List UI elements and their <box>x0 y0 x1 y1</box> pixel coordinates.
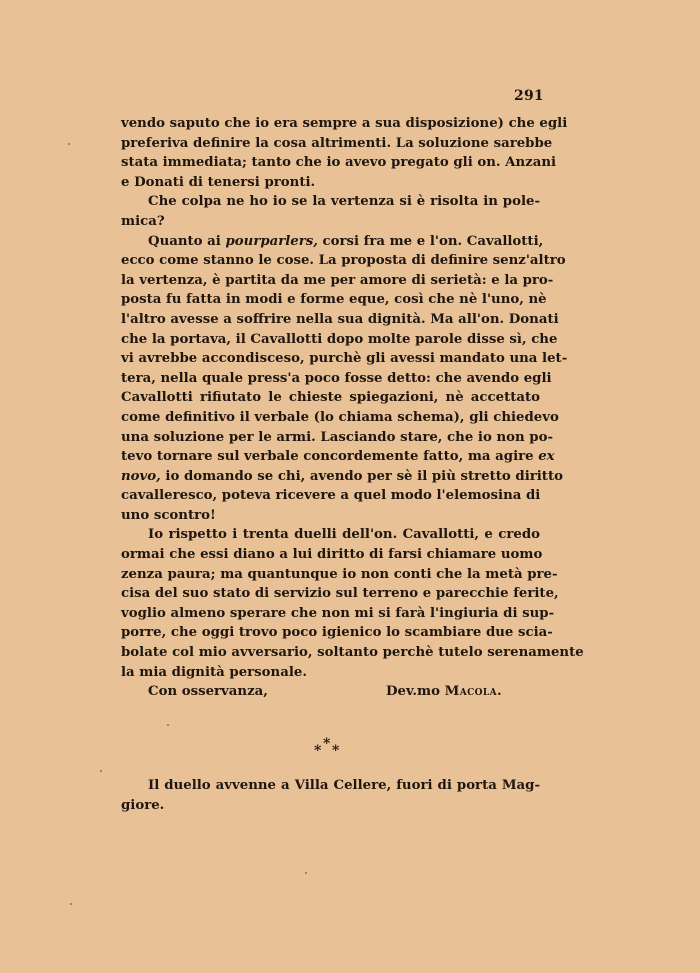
text-line <box>121 506 540 526</box>
text-line <box>121 173 540 193</box>
text-line <box>121 192 540 212</box>
text-segment: Con osservanza, <box>148 684 268 700</box>
text-segment: posta fu fatta in modi e forme eque, così che nè l'uno, nè <box>121 292 547 308</box>
text-line <box>121 134 553 154</box>
text-line <box>121 232 544 252</box>
signature-prefix: Dev.mo <box>386 684 440 699</box>
paper-speck <box>167 724 169 726</box>
text-line <box>121 486 540 506</box>
page-number: 291 <box>514 88 544 104</box>
text-segment: tera, nella quale press'a poco fosse detto: che avendo egli <box>121 370 552 386</box>
text-line <box>121 369 552 389</box>
text-segment: bolate col mio avversario, soltanto perchè tutelo serenamente <box>121 645 584 661</box>
text-segment: cavalleresco, poteva ricevere a quel modo l'elemosina di <box>121 488 541 504</box>
italic-term: ex <box>538 449 555 465</box>
text-line <box>121 776 540 796</box>
italic-term: novo, <box>121 468 161 484</box>
text-segment: vendo saputo che io era sempre a sua disposizione) che egli <box>121 116 568 131</box>
paper-speck <box>70 903 72 905</box>
text-segment: vi avrebbe accondisceso, purchè gli avessi mandato una let- <box>121 351 568 367</box>
text-line <box>121 212 540 232</box>
signature-name: Macola. <box>444 684 503 699</box>
text-segment: uno scontro! <box>121 507 216 523</box>
text-segment: come definitivo il verbale (lo chiama schema), gli chiedevo <box>121 409 559 425</box>
text-line <box>121 114 568 134</box>
text-segment: preferiva definire la cosa altrimenti. La soluzione sarebbe <box>121 135 553 151</box>
text-segment: ecco come stanno le cose. La proposta di definire senz'altro <box>121 253 566 269</box>
text-line <box>121 565 558 585</box>
text-segment: Che colpa ne ho io se la vertenza si è risolta in pole- <box>148 194 540 210</box>
paper-speck <box>68 143 70 145</box>
text-line <box>121 525 540 545</box>
text-line <box>121 271 554 291</box>
text-segment: la vertenza, è partita da me per amore di serietà: e la pro- <box>121 272 554 288</box>
text-line <box>121 796 540 816</box>
text-segment: una soluzione per le armi. Lasciando stare, che io non po- <box>121 429 553 445</box>
asterism-star: * <box>314 743 322 759</box>
letter-body <box>121 114 584 702</box>
text-segment: mica? <box>121 213 165 229</box>
text-segment: porre, che oggi trovo poco igienico lo scambiare due scia- <box>121 625 553 641</box>
text-segment: cisa del suo stato di servizio sul terreno e parecchie ferite, <box>121 586 559 602</box>
text-line <box>121 663 540 683</box>
text-line <box>121 330 558 350</box>
text-segment: Cavallotti rifiutato le chieste spiegazioni, nè accettato <box>121 390 540 406</box>
text-segment: Il duello avvenne a Villa Cellere, fuori di porta Mag- <box>148 778 540 793</box>
text-segment: giore. <box>121 797 165 813</box>
text-segment: io domando se chi, avendo per sè il più stretto diritto <box>160 468 563 484</box>
italic-term: pourparlers, <box>225 233 318 249</box>
asterism-divider <box>314 736 342 760</box>
asterism-star: * <box>323 736 331 752</box>
text-line <box>121 388 540 408</box>
asterism-star: * <box>332 743 340 759</box>
final-paragraph <box>121 776 540 815</box>
text-segment: e Donati di tenersi pronti. <box>121 174 316 190</box>
text-line <box>121 467 563 487</box>
text-line <box>121 604 555 624</box>
text-line <box>121 545 543 565</box>
signature <box>386 684 502 699</box>
text-line <box>121 428 553 448</box>
text-segment: Quanto ai <box>148 233 226 249</box>
paper-speck <box>305 872 307 874</box>
text-segment: Io rispetto i trenta duelli dell'on. Cavallotti, e credo <box>148 527 540 543</box>
text-segment: ormai che essi diano a lui diritto di farsi chiamare uomo <box>121 547 543 563</box>
text-segment: la mia dignità personale. <box>121 664 307 680</box>
text-segment: corsi fra me e l'on. Cavallotti, <box>317 233 544 249</box>
text-line <box>121 251 566 271</box>
text-line <box>121 408 559 428</box>
text-line <box>121 290 547 310</box>
text-line <box>121 447 555 467</box>
text-line <box>121 643 584 663</box>
text-line <box>121 153 557 173</box>
text-line <box>121 623 553 643</box>
text-segment: tevo tornare sul verbale concordemente fatto, ma agire <box>121 449 539 465</box>
paper-speck <box>100 770 102 772</box>
text-segment: che la portava, il Cavallotti dopo molte parole disse sì, che <box>121 331 558 347</box>
text-segment: voglio almeno sperare che non mi si farà l'ingiuria di sup- <box>121 605 555 621</box>
text-segment: zenza paura; ma quantunque io non conti che la metà pre- <box>121 566 558 582</box>
text-segment: l'altro avesse a soffrire nella sua dignità. Ma all'on. Donati <box>121 311 559 327</box>
text-line <box>121 310 559 330</box>
text-line <box>121 349 568 369</box>
text-segment: stata immediata; tanto che io avevo pregato gli on. Anzani <box>121 155 557 171</box>
text-line <box>121 584 559 604</box>
